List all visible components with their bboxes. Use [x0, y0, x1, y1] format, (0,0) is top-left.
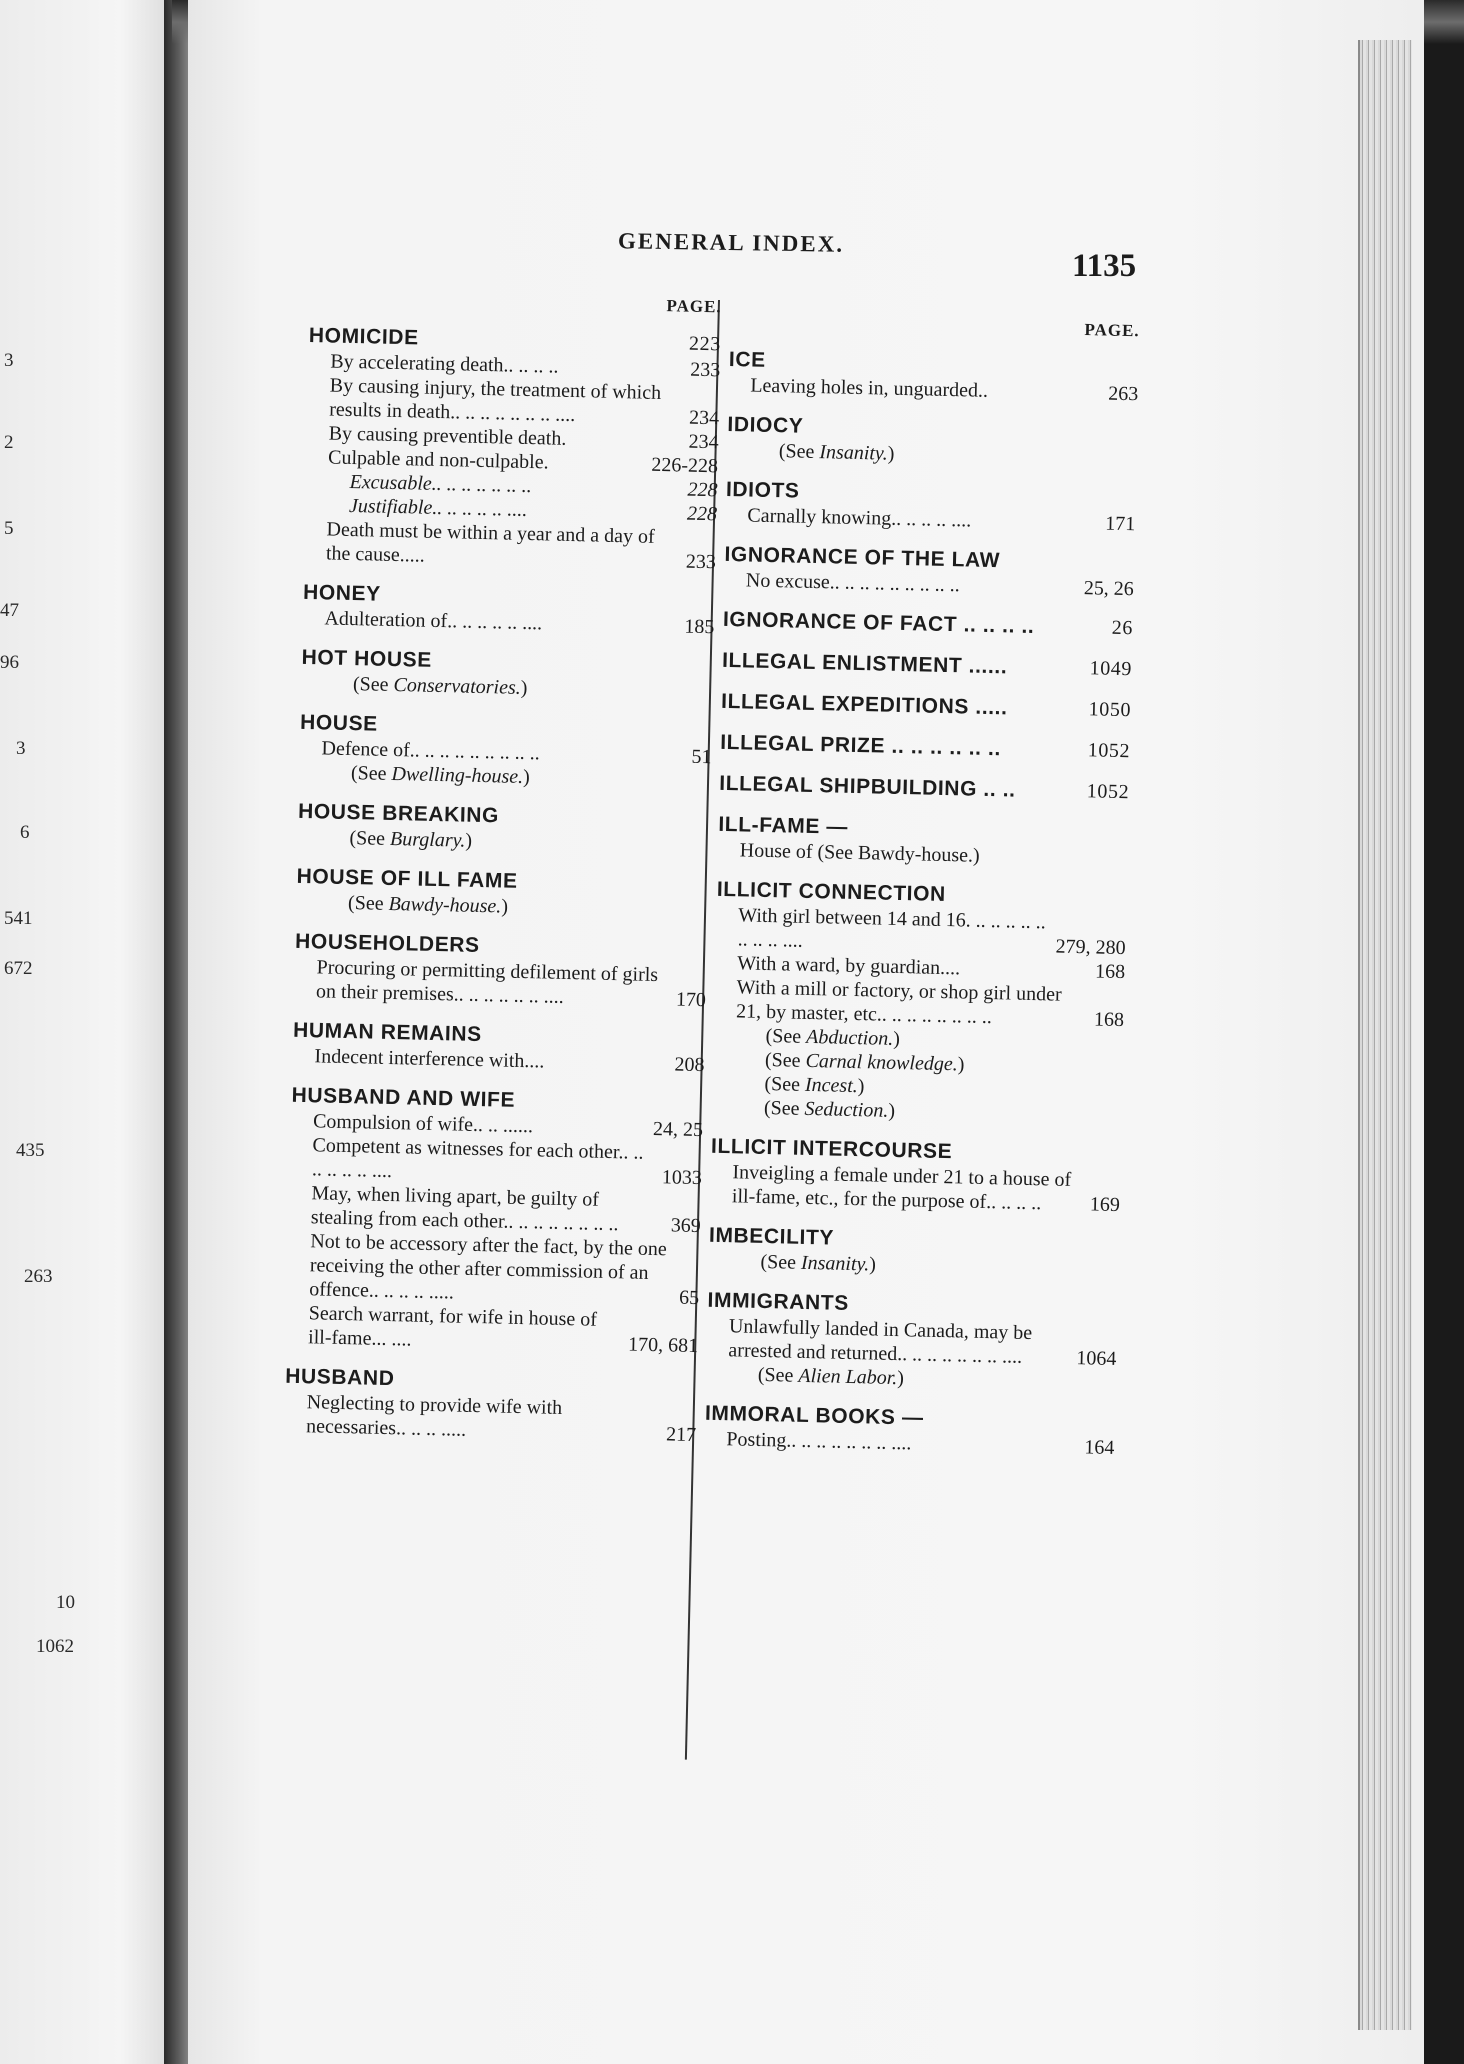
- sub-entry-text: May, when living apart, be guilty of stealing from each other.. .. .. .. .. .. .. ..: [310, 1182, 619, 1236]
- sub-entry-text: With a ward, by guardian....: [736, 952, 961, 980]
- entry-heading: [723, 606, 1134, 642]
- entry-heading-text: HONEY: [302, 580, 382, 606]
- sub-entry-text: Culpable and non-culpable.: [327, 446, 549, 474]
- sub-entry-page-ref: 24, 25: [652, 1118, 704, 1142]
- index-entry: [302, 579, 715, 639]
- index-entry: [294, 928, 708, 1012]
- sub-entry-page-ref: 171: [1105, 512, 1136, 536]
- index-entry: [719, 770, 1130, 806]
- margin-number: 3: [4, 350, 14, 371]
- see-suffix: ): [857, 1075, 865, 1098]
- sub-entry-text: Death must be within a year and a day of the cause.....: [325, 518, 655, 567]
- entry-heading-text: HOUSE: [299, 710, 379, 736]
- see-suffix: ): [501, 895, 509, 918]
- index-entry: [710, 1133, 1122, 1217]
- entry-heading: [719, 770, 1130, 806]
- see-suffix: ): [957, 1053, 965, 1076]
- sub-entry-page-ref: 233: [685, 550, 717, 574]
- sub-entry: [286, 1301, 699, 1358]
- em-dash: —: [895, 1406, 924, 1430]
- entry-heading-text: IMMIGRANTS: [707, 1288, 850, 1315]
- margin-number: 10: [56, 1592, 75, 1613]
- sub-entry-text: Leaving holes in, unguarded..: [750, 374, 989, 402]
- see-prefix: (See: [757, 1363, 799, 1387]
- entry-heading-text: HUMAN REMAINS: [292, 1018, 483, 1047]
- see-target: Conservatories.: [393, 674, 521, 699]
- index-entry: [299, 709, 713, 793]
- entry-page-ref: 1052: [1086, 780, 1130, 804]
- entry-heading-text: HOMICIDE: [308, 323, 419, 350]
- sub-entry-page-ref: 170: [675, 988, 707, 1012]
- see-suffix: ): [893, 1027, 901, 1051]
- see-prefix: (See: [763, 1096, 805, 1120]
- margin-number: 672: [4, 958, 33, 979]
- see-prefix: (See: [760, 1250, 802, 1274]
- sub-entry-page-ref: 279, 280: [1055, 935, 1126, 960]
- index-entry: [722, 647, 1133, 683]
- see-target: Insanity.: [800, 1251, 870, 1276]
- sub-entry-text: House of (See Bawdy-house.): [739, 839, 980, 867]
- see-prefix: (See: [778, 440, 820, 464]
- index-entry: [706, 1287, 1118, 1395]
- em-dash: —: [819, 815, 849, 839]
- entry-page-ref: 223: [688, 332, 722, 356]
- sub-entry-page-ref: 226-228: [651, 453, 719, 478]
- sub-entry-page-ref: 263: [1107, 382, 1139, 406]
- sub-entry-text: Inveigling a female under 21 to a house of ill-fame, etc., for the purpose of.. .. .. ..: [731, 1161, 1072, 1215]
- sub-entry-text: Carnally knowing.. .. .. .. ....: [747, 504, 972, 532]
- see-suffix: ): [465, 829, 473, 852]
- sub-entry-page-ref: 369: [670, 1214, 702, 1238]
- sub-entry-text: Adulteration of.. .. .. .. .. ....: [324, 607, 543, 635]
- index-entry: [297, 798, 710, 858]
- see-prefix: (See: [350, 762, 392, 785]
- entry-page-ref: 1052: [1087, 739, 1131, 763]
- sub-entry-page-ref: 51: [691, 745, 712, 769]
- index-entry: [720, 729, 1131, 765]
- see-prefix: (See: [764, 1048, 806, 1072]
- left-entries: [284, 322, 721, 1447]
- sub-entry-page-ref: 228: [687, 478, 718, 502]
- index-entry: [723, 606, 1134, 642]
- see-suffix: ): [522, 765, 531, 789]
- index-entry: [712, 876, 1127, 1128]
- see-suffix: ): [869, 1253, 877, 1276]
- index-entry: [286, 1082, 704, 1358]
- see-prefix: (See: [352, 673, 394, 696]
- entry-heading-text: IDIOTS: [725, 477, 800, 503]
- margin-number: 47: [0, 600, 19, 621]
- sub-entry-page-ref: 168: [1094, 960, 1126, 984]
- entry-heading-text: HOUSE OF ILL FAME: [296, 864, 518, 893]
- left-index-column: [284, 288, 722, 1453]
- margin-number: 263: [24, 1266, 53, 1287]
- see-target: Abduction.: [805, 1025, 894, 1050]
- sub-entry-text: With a mill or factory, or shop girl under 21, by master, etc.. .. .. .. .. .. .. ..: [735, 976, 1062, 1029]
- index-entry: [704, 1400, 1115, 1460]
- sub-entry-page-ref: 164: [1084, 1436, 1115, 1460]
- index-entry: [304, 322, 721, 574]
- entry-heading-text: ILLEGAL SHIPBUILDING .. ..: [719, 771, 1016, 802]
- margin-number: 541: [4, 908, 33, 929]
- sub-entry-page-ref: 233: [689, 358, 721, 382]
- sub-entry-text: Indecent interference with....: [314, 1045, 545, 1073]
- entry-page-ref: 26: [1111, 616, 1134, 640]
- sub-entry-page-ref: 65: [678, 1286, 700, 1310]
- entry-heading-text: HOT HOUSE: [301, 645, 433, 672]
- left-page-edge: [0, 0, 172, 2064]
- page-number: 1135: [1072, 248, 1137, 284]
- sub-entry-page-ref: 185: [684, 615, 715, 639]
- left-page-margin-numbers: [0, 0, 172, 2064]
- index-entry: [296, 863, 709, 923]
- see-target: Incest.: [804, 1073, 859, 1098]
- entry-heading-text: ILLEGAL EXPEDITIONS .....: [720, 689, 1008, 720]
- see-target: Seduction.: [804, 1097, 889, 1122]
- sub-entry-text: Justifiable.. .. .. .. .. ....: [348, 494, 528, 521]
- sub-entry-text: By accelerating death.. .. .. ..: [330, 350, 559, 378]
- see-target: Insanity.: [819, 441, 888, 465]
- see-prefix: (See: [347, 892, 389, 915]
- margin-number: 2: [4, 432, 14, 453]
- sub-entry-page-ref: 1033: [661, 1166, 703, 1190]
- index-entry: [728, 346, 1139, 406]
- entry-heading-text: IGNORANCE OF THE LAW: [724, 542, 1001, 573]
- entry-heading-text: ICE: [728, 347, 766, 372]
- sub-entry-text: By causing preventible death.: [328, 422, 567, 450]
- sub-entry-page-ref: 234: [688, 406, 720, 430]
- sub-entry-text: Compulsion of wife.. .. ......: [312, 1110, 534, 1138]
- entry-heading-text: ILL-FAME —: [718, 812, 849, 839]
- index-entry: [718, 811, 1129, 871]
- see-suffix: ): [520, 676, 528, 700]
- see-target: Alien Labor.: [798, 1364, 898, 1390]
- index-entry: [727, 411, 1138, 471]
- entry-heading-text: IMMORAL BOOKS —: [704, 1401, 924, 1430]
- see-prefix: (See: [349, 827, 391, 850]
- sub-entry-text: Neglecting to provide wife with necessaries.. .. .. .....: [305, 1391, 563, 1441]
- sub-entry-text: Excusable.. .. .. .. .. .. ..: [349, 470, 533, 498]
- sub-entry: [710, 1160, 1121, 1217]
- sub-entry-page-ref: 25, 26: [1083, 577, 1135, 601]
- sub-entry-text: Not to be accessory after the fact, by the one receiving the other after commission of an offence.. .. .. .. .....: [309, 1230, 668, 1304]
- margin-number: 5: [4, 518, 14, 539]
- margin-number: 3: [16, 738, 26, 759]
- see-target: Bawdy-house.: [388, 892, 502, 918]
- index-entry: [721, 688, 1132, 724]
- entry-heading-text: IGNORANCE OF FACT .. .. .. ..: [722, 607, 1035, 638]
- page-edge-stack: [1358, 40, 1412, 2030]
- running-head: GENERAL INDEX.: [617, 228, 845, 257]
- see-target: Burglary.: [389, 827, 466, 852]
- entry-page-ref: 1049: [1089, 657, 1133, 681]
- sub-entry-text: By causing injury, the treatment of which results in death.. .. .. .. .. .. .. ....: [328, 374, 662, 427]
- index-entry: [284, 1363, 698, 1447]
- entry-heading-text: IDIOCY: [727, 412, 804, 438]
- sub-entry: [287, 1229, 701, 1310]
- sub-entry-page-ref: 208: [674, 1053, 705, 1077]
- sub-entry-text: Posting.. .. .. .. .. .. .. ....: [726, 1428, 912, 1455]
- sub-entry: [294, 955, 707, 1012]
- margin-number: 1062: [36, 1636, 74, 1657]
- sub-entry-text: Unlawfully landed in Canada, may be arrested and returned.. .. .. .. .. .. .. ....: [728, 1315, 1033, 1368]
- entry-heading-text: ILLEGAL PRIZE .. .. .. .. .. ..: [719, 730, 1002, 761]
- entry-heading-text: ILLICIT INTERCOURSE: [710, 1134, 953, 1164]
- sub-entry-page-ref: 217: [665, 1423, 697, 1447]
- see-prefix: (See: [764, 1072, 806, 1096]
- entry-heading: [721, 688, 1132, 724]
- index-entry: [708, 1222, 1119, 1282]
- sub-entry-text: Defence of.. .. .. .. .. .. .. .. ..: [321, 737, 541, 765]
- entry-heading: [720, 729, 1131, 765]
- index-entry: [724, 541, 1135, 601]
- entry-heading-text: HOUSEHOLDERS: [294, 929, 480, 958]
- entry-heading: [722, 647, 1133, 683]
- sub-entry-text: Search warrant, for wife in house of ill-fame... ....: [307, 1302, 598, 1351]
- see-target: Carnal knowledge.: [805, 1049, 959, 1076]
- sub-entry-text: No excuse.. .. .. .. .. .. .. .. ..: [745, 569, 960, 597]
- right-index-column: [704, 312, 1140, 1466]
- entry-heading-text: ILLEGAL ENLISTMENT ......: [721, 648, 1008, 679]
- sub-entry-page-ref: 228: [686, 502, 718, 526]
- entry-heading-text: HUSBAND: [285, 1364, 395, 1391]
- sub-entry-text: Procuring or permitting defilement of girls on their premises.. .. .. .. .. .. ....: [315, 956, 659, 1008]
- sub-entry-page-ref: 170, 681: [627, 1333, 699, 1358]
- sub-entry-page-ref: 1064: [1076, 1347, 1117, 1371]
- see-suffix: ): [888, 1099, 896, 1122]
- see-suffix: ): [897, 1367, 905, 1390]
- index-entry: [301, 644, 714, 704]
- entry-heading-text: ILLICIT CONNECTION: [716, 877, 947, 907]
- sub-entry-text: Competent as witnesses for each other.. .. .. .. .. .. ....: [311, 1134, 644, 1183]
- right-entries: [704, 346, 1139, 1460]
- see-prefix: (See: [765, 1024, 807, 1048]
- sub-entry-page-ref: 169: [1089, 1193, 1121, 1217]
- entry-heading-text: HUSBAND AND WIFE: [291, 1083, 516, 1112]
- entry-heading-text: IMBECILITY: [708, 1223, 835, 1250]
- index-entry: [292, 1017, 705, 1077]
- see-suffix: ): [887, 442, 895, 465]
- entry-page-ref: 1050: [1088, 698, 1132, 722]
- margin-number: 96: [0, 652, 19, 673]
- sub-entry: [304, 517, 717, 574]
- margin-number: 435: [16, 1140, 45, 1161]
- sub-entry: [284, 1390, 697, 1447]
- index-entry: [725, 476, 1136, 536]
- sub-entry-page-ref: 168: [1093, 1008, 1125, 1032]
- sub-entry-text: With girl between 14 and 16. .. .. .. .. .. .. .. .. ....: [737, 904, 1046, 952]
- entry-heading-text: HOUSE BREAKING: [297, 799, 500, 828]
- margin-number: 6: [20, 822, 30, 843]
- sub-entry-page-ref: 234: [688, 430, 719, 454]
- see-target: Dwelling-house.: [391, 762, 524, 788]
- page-column-label: PAGE.: [1084, 320, 1140, 341]
- page-column-label: PAGE.: [666, 296, 722, 317]
